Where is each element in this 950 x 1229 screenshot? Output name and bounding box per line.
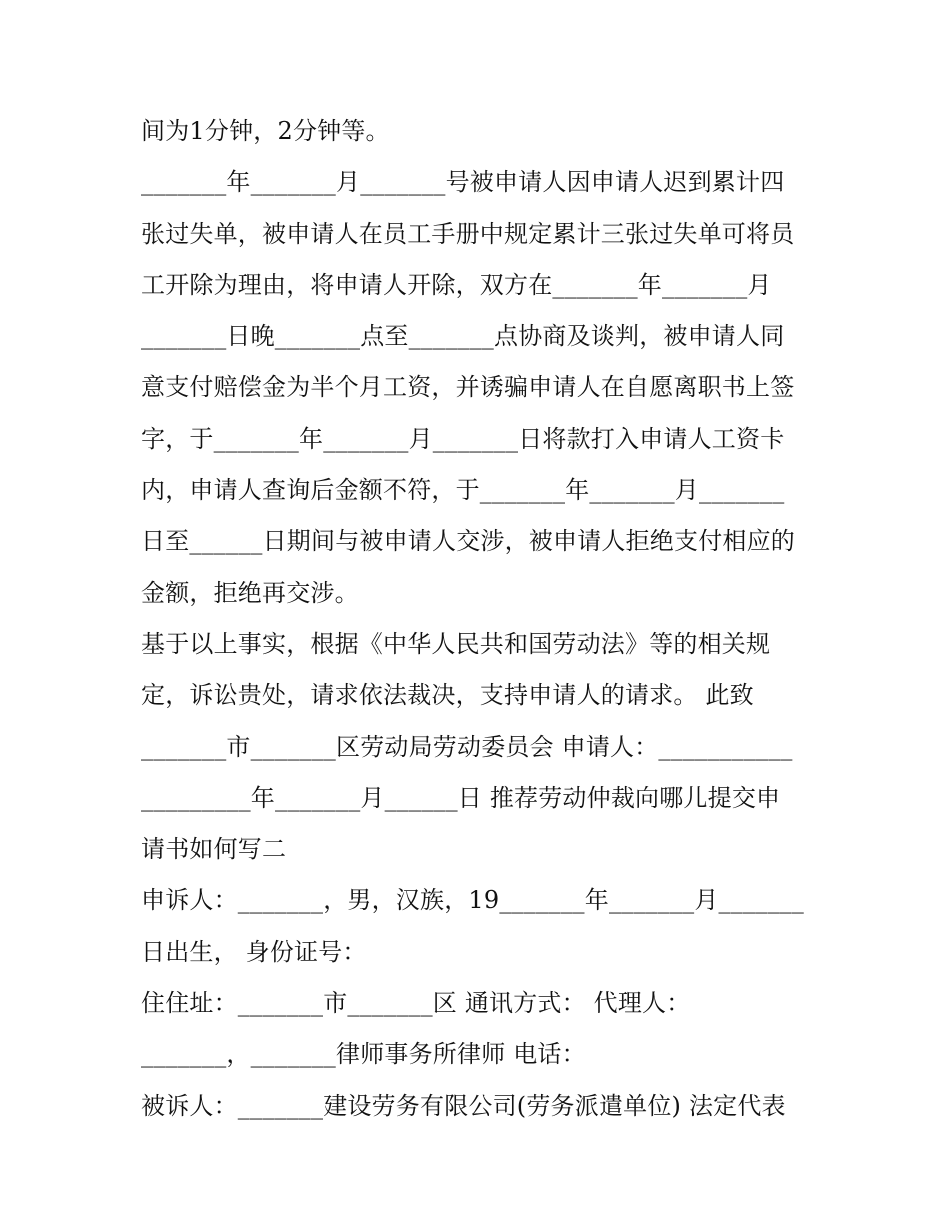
text-line: _______市_______区劳动局劳动委员会 申请人：___________ [141, 732, 793, 761]
text-line: 间为1分钟，2分钟等。 [141, 117, 390, 145]
text-line: 基于以上事实，根据《中华人民共和国劳动法》等的相关规 [141, 629, 771, 658]
document-body [141, 106, 821, 1132]
text-line: 请书如何写二 [141, 835, 287, 864]
text-line: 张过失单，被申请人在员工手册中规定累计三张过失单可将员 [141, 219, 795, 248]
text-line: _______，_______律师事务所律师 电话： [141, 1040, 586, 1069]
text-line: 金额，拒绝再交涉。 [141, 578, 359, 607]
text-line: 被诉人：_______建设劳务有限公司(劳务派遣单位) 法定代表 [141, 1091, 786, 1120]
text-line: 日出生， 身份证号： [141, 937, 367, 966]
text-line: 意支付赔偿金为半个月工资，并诱骗申请人在自愿离职书上签 [141, 373, 795, 402]
text-line: 工开除为理由，将申请人开除，双方在_______年_______月 [141, 270, 772, 299]
text-line: 住住址：_______市_______区 通讯方式： 代理人： [141, 989, 691, 1018]
text-line: _______日晚_______点至_______点协商及谈判，被申请人同 [141, 322, 785, 351]
text-line: 字，于_______年_______月_______日将款打入申请人工资卡 [141, 424, 785, 453]
text-line: 申诉人：_______，男，汉族，19_______年_______月_______ [141, 886, 804, 915]
text-line: 定，诉讼贵处，请求依法裁决，支持申请人的请求。 此致 [141, 681, 754, 710]
text-line: 日至______日期间与被申请人交涉，被申请人拒绝支付相应的 [141, 527, 795, 556]
text-line: _________年_______月______日 推荐劳动仲裁向哪儿提交申 [141, 783, 781, 812]
text-line: _______年_______月_______号被申请人因申请人迟到累计四 [141, 168, 785, 197]
text-line: 内，申请人查询后金额不符，于_______年_______月_______ [141, 476, 785, 505]
